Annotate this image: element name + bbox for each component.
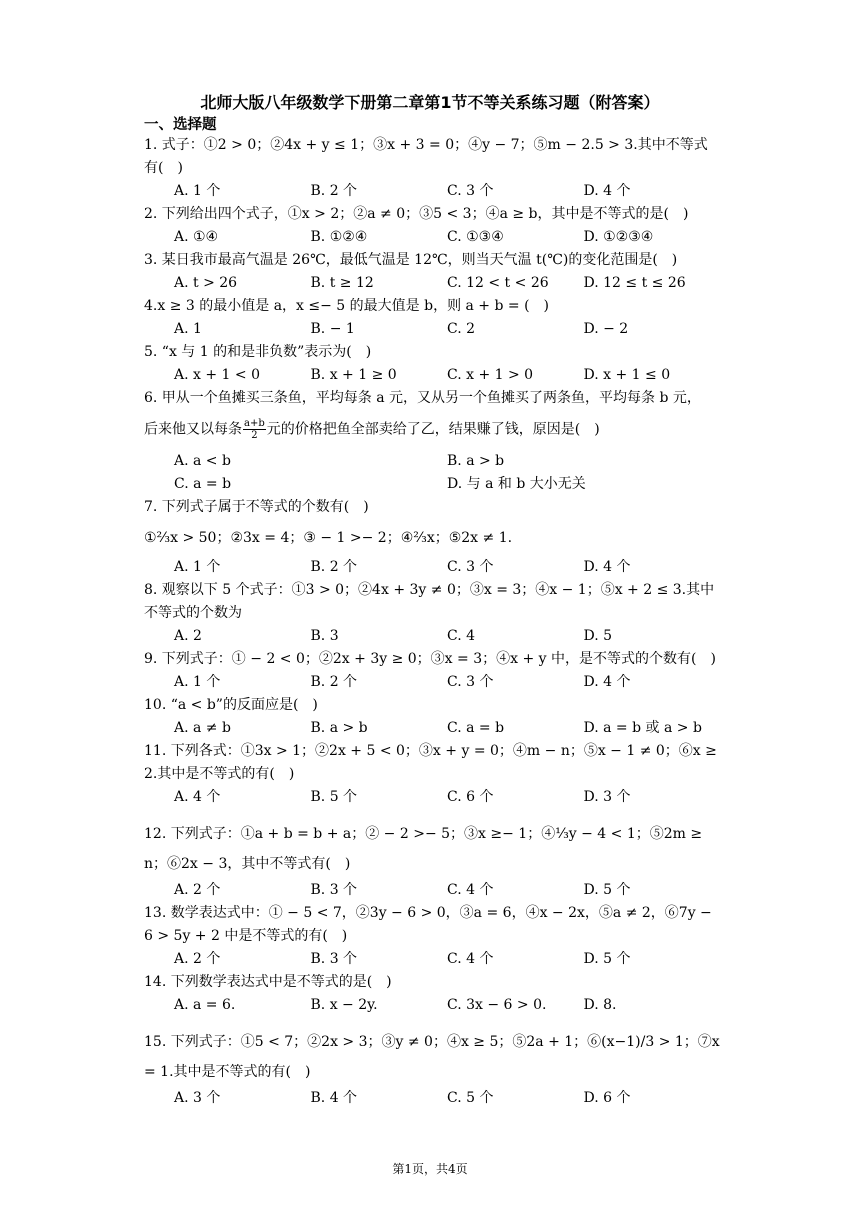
option-d: D. 4 个 [583,673,631,690]
option-c: C. 3 个 [447,558,494,575]
option-c: C. ①③④ [447,229,504,245]
question-list [144,134,720,1110]
option-b: B. 2 个 [310,558,358,575]
option-b: B. 3 [310,627,339,644]
options-row [174,1087,720,1110]
options-row [174,556,720,579]
option-c: C. 3x − 6 > 0. [447,996,547,1013]
option-b: B. 3 个 [310,950,358,967]
option-c: C. 6 个 [447,788,494,805]
options-row [174,948,720,971]
option-a: A. 3 个 [174,1089,221,1106]
option-b: B. x + 1 ≥ 0 [310,367,397,383]
option-b: B. ①②④ [310,229,368,245]
fraction-numerator: a+b [244,418,265,429]
option-b: B. t ≥ 12 [310,275,374,291]
option-a: A. 1 [174,321,202,337]
option-d: D. x + 1 ≤ 0 [583,367,671,383]
question-stem: 10. “a < b”的反面应是( ) [144,696,318,713]
question-stem: 8. 观察以下 5 个式子：①3 > 0；②4x + 3y ≠ 0；③x = 3；④x − 1；⑤x + 2 ≤ 3.其中不等式的个数为 [144,581,715,621]
question-stem: 9. 下列式子：① − 2 < 0；②2x + 3y ≥ 0；③x = 3；④x + y 中，是不等式的个数有( ) [144,650,716,667]
option-a: A. 2 [174,627,202,644]
option-d: D. 5 个 [583,881,631,898]
options-row [174,786,720,809]
option-d: D. 5 个 [583,950,631,967]
option-c: C. 3 个 [447,183,494,199]
option-a: A. 4 个 [174,788,221,805]
option-c: C. 4 个 [447,881,494,898]
option-c: C. a = b [174,475,232,492]
question-6 [144,387,720,496]
question-stem: 12. 下列式子：①a + b = b + a；② − 2 >− 5；③x ≥− 1；④⅓y − 4 < 1；⑤2m ≥ n；⑥2x − 3，其中不等式有( ) [144,825,703,872]
option-b: B. 2 个 [310,673,358,690]
option-a: A. 1 个 [174,673,221,690]
option-c: C. 4 个 [447,950,494,967]
section-heading: 一、选择题 [144,117,217,133]
question-stem: 2. 下列给出四个式子，①x > 2；②a ≠ 0；③5 < 3；④a ≥ b，其中是不等式的是( ) [144,206,689,222]
option-a: A. a < b [174,452,231,469]
option-a: A. 1 个 [174,558,221,575]
option-c: C. x + 1 > 0 [447,367,534,383]
question-formula: ①⅔x > 50；②3x = 4；③ − 1 >− 2；④⅔x；⑤2x ≠ 1. [144,529,513,546]
question-stem: 5. “x 与 1 的和是非负数”表示为( ) [144,344,372,360]
question-15 [144,1027,720,1110]
page-title: 北师大版八年级数学下册第二章第1节不等关系练习题（附答案） [200,93,660,112]
options-row [174,180,720,203]
option-b: B. − 1 [310,321,355,337]
question-stem: 6. 甲从一个鱼摊买三条鱼，平均每条 a 元，又从另一个鱼摊买了两条鱼，平均每条 b 元， [144,390,701,406]
question-stem: 7. 下列式子属于不等式的个数有( ) [144,498,369,515]
question-2 [144,203,720,249]
options-row [174,717,720,740]
fraction [243,418,266,441]
option-d: D. 4 个 [583,183,631,199]
options-row [174,318,720,341]
option-c: C. 12 < t < 26 [447,275,549,291]
question-11 [144,740,720,809]
fraction-denominator: 2 [251,430,258,441]
question-stem: 1. 式子：①2 > 0；②4x + y ≤ 1；③x + 3 = 0；④y − 7；⑤m − 2.5 > 3.其中不等式有( ) [144,137,708,176]
question-5 [144,341,720,387]
question-7 [144,496,720,579]
question-10 [144,694,720,740]
options-row [174,671,720,694]
question-stem: 4.x ≥ 3 的最小值是 a，x ≤− 5 的最大值是 b，则 a + b = ( ) [144,298,550,314]
question-12 [144,819,720,902]
option-a: A. t > 26 [174,275,238,291]
options-row [174,272,720,295]
question-stem: 14. 下列数学表达式中是不等式的是( ) [144,973,392,990]
options-row [174,450,720,473]
option-b: B. x − 2y. [310,996,378,1013]
question-stem: 15. 下列式子：①5 < 7；②2x > 3；③y ≠ 0；④x ≥ 5；⑤2a + 1；⑥(x−1)/3 > 1；⑦x = 1.其中是不等式的有( ) [144,1033,720,1080]
options-row [174,879,720,902]
option-a: A. 1 个 [174,183,221,199]
option-a: A. 2 个 [174,950,221,967]
option-a: A. a = 6. [174,996,236,1013]
question-1 [144,134,720,203]
option-d: D. ①②③④ [583,229,654,245]
option-d: D. 12 ≤ t ≤ 26 [583,275,686,291]
options-row [174,994,720,1017]
options-row [174,625,720,648]
option-d: D. 6 个 [583,1089,631,1106]
options-row [174,226,720,249]
option-d: D. 5 [583,627,613,644]
option-c: C. 3 个 [447,673,494,690]
question-3 [144,249,720,295]
option-c: C. a = b [447,719,505,736]
question-stem: 11. 下列各式：①3x > 1；②2x + 5 < 0；③x + y = 0；④m − n；⑤x − 1 ≠ 0；⑥x ≥ 2.其中是不等式的有( ) [144,742,717,782]
option-a: A. x + 1 < 0 [174,367,260,383]
question-stem: 3. 某日我市最高气温是 26℃，最低气温是 12℃，则当天气温 t(℃)的变化范围是( ) [144,252,678,268]
option-b: B. 4 个 [310,1089,358,1106]
question-stem-cont: 后来他又以每条 $\frac{a+b}{2}$ 元的价格把鱼全部卖给了乙，结果赚了钱，原因是( ) [144,418,600,441]
option-a: A. 2 个 [174,881,221,898]
option-c: C. 2 [447,321,476,337]
option-b: B. 2 个 [310,183,358,199]
options-row [174,473,720,496]
option-a: A. ①④ [174,229,219,245]
question-13 [144,902,720,971]
question-4 [144,295,720,341]
option-b: B. a > b [310,719,368,736]
options-row [174,364,720,387]
option-d: D. 4 个 [583,558,631,575]
option-c: C. 5 个 [447,1089,494,1106]
option-d: D. 与 a 和 b 大小无关 [447,475,586,492]
option-d: D. − 2 [583,321,629,337]
option-c: C. 4 [447,627,476,644]
option-d: D. 3 个 [583,788,631,805]
question-8 [144,579,720,648]
option-b: B. a > b [447,452,505,469]
page-footer: 第1页，共4页 [392,1162,468,1176]
question-14 [144,971,720,1017]
option-d: D. a = b 或 a > b [583,719,702,736]
option-a: A. a ≠ b [174,719,231,736]
option-d: D. 8. [583,996,617,1013]
option-b: B. 3 个 [310,881,358,898]
option-b: B. 5 个 [310,788,358,805]
question-9 [144,648,720,694]
question-stem: 13. 数学表达式中：① − 5 < 7，②3y − 6 > 0，③a = 6，④x − 2x，⑤a ≠ 2，⑥7y − 6 > 5y + 2 中是不等式的有( ) [144,904,712,944]
